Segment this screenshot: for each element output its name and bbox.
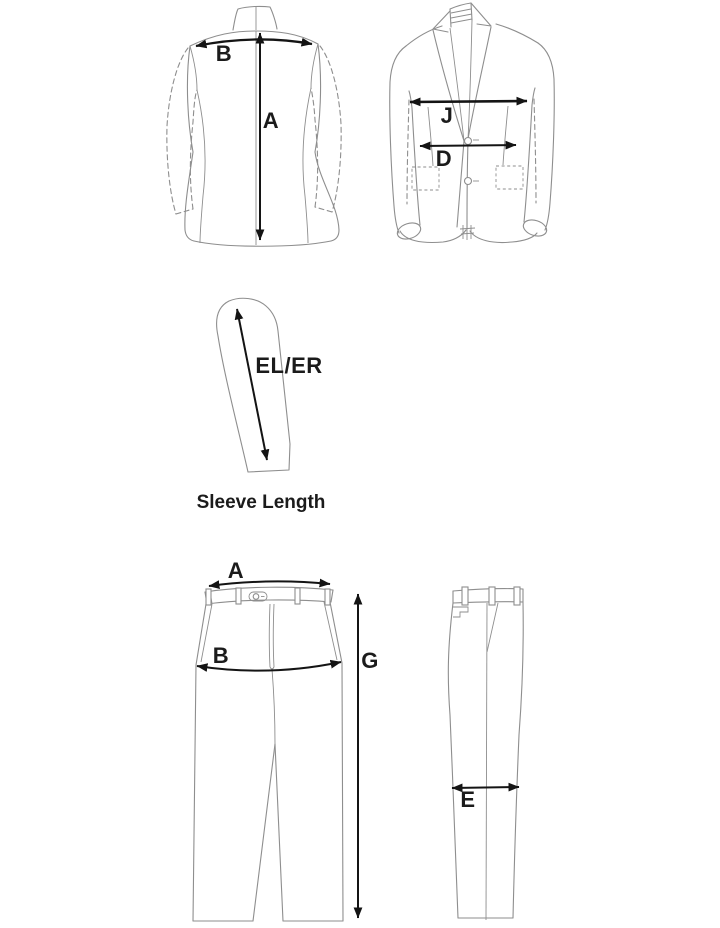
measure-label-jacket-back-length: A (262, 108, 280, 133)
sleeve-caption: Sleeve Length (196, 492, 326, 513)
jacket-front-view (390, 3, 555, 243)
measure-label-jacket-front-chest: J (440, 103, 454, 128)
arrow-waist-d (420, 145, 516, 146)
measure-label-sleeve: EL/ER (255, 353, 323, 378)
trousers-front-view (193, 581, 358, 921)
jacket-back-view (167, 6, 341, 246)
arrow-sleeve-el-er (237, 309, 267, 460)
trousers-side-view (448, 587, 523, 920)
measure-label-jacket-back-shoulder: B (215, 41, 233, 66)
measure-label-trousers-hip: B (212, 643, 230, 668)
measure-label-trousers-length: G (361, 648, 379, 673)
arrow-chest-j (410, 101, 527, 102)
measure-label-trousers-waist: A (227, 558, 245, 583)
measure-label-trousers-knee: E (460, 787, 476, 812)
measure-label-jacket-front-waist: D (435, 146, 453, 171)
sleeve-view (217, 298, 290, 472)
arrow-shoulder-b (196, 39, 312, 46)
